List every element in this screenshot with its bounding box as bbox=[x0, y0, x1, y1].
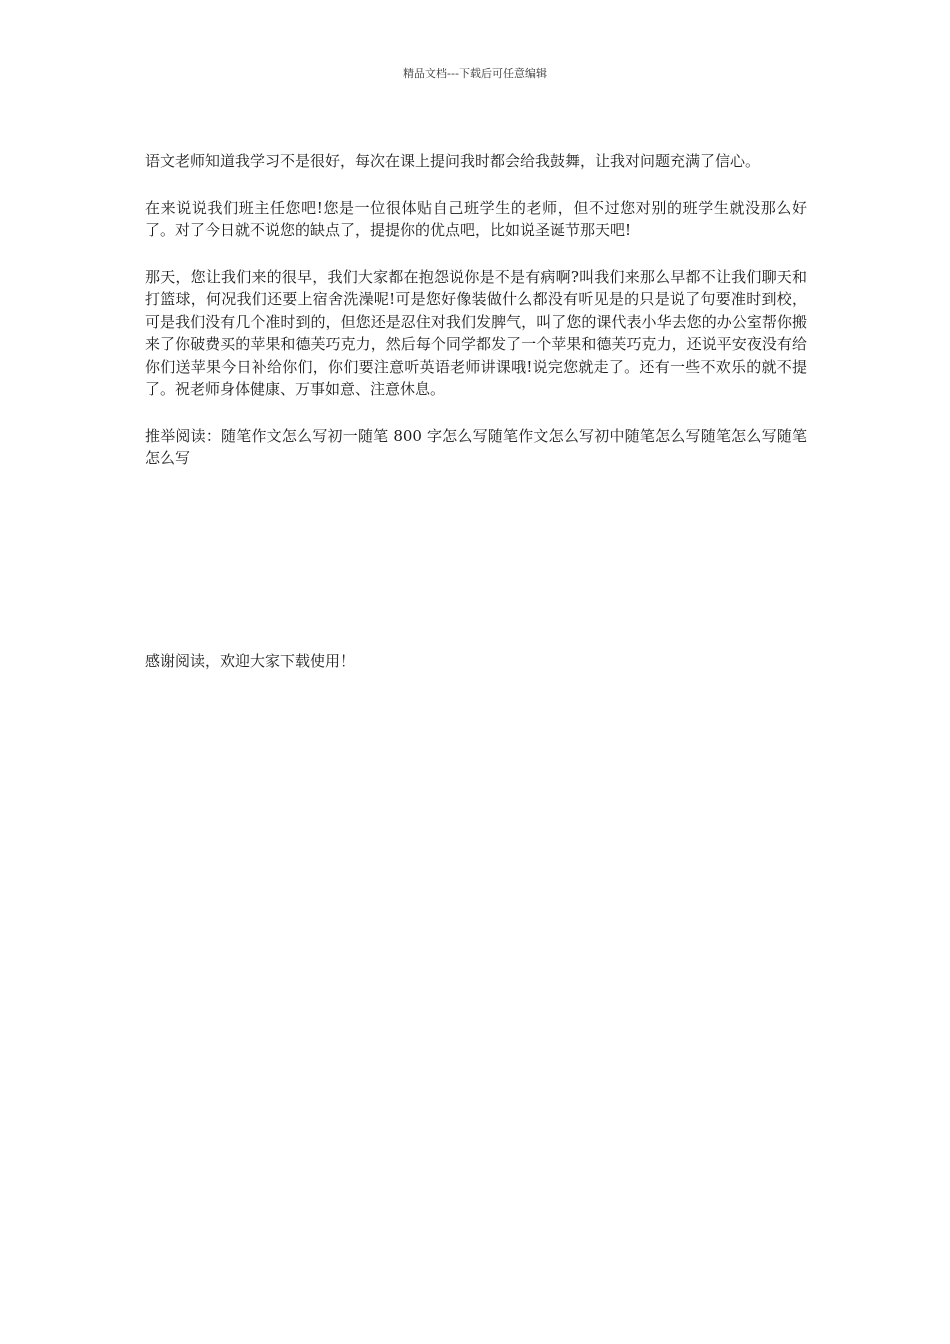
paragraph-recommended-reading: 推举阅读：随笔作文怎么写初一随笔 800 字怎么写随笔作文怎么写初中随笔怎么写随笔怎么写随笔怎么写 bbox=[145, 426, 807, 467]
paragraph-chinese-teacher: 语文老师知道我学习不是很好，每次在课上提问我时都会给我鼓舞，让我对问题充满了信心。 bbox=[145, 152, 761, 170]
paragraph-head-teacher: 在来说说我们班主任您吧!您是一位很体贴自己班学生的老师，但不过您对别的班学生就没那么好了。对了今日就不说您的缺点了，提提你的优点吧，比如说圣诞节那天吧! bbox=[145, 198, 807, 239]
thanks-note: 感谢阅读，欢迎大家下载使用！ bbox=[145, 652, 356, 670]
paragraph-christmas-story: 那天，您让我们来的很早，我们大家都在抱怨说你是不是有病啊?叫我们来那么早都不让我们聊天和打篮球，何况我们还要上宿舍洗澡呢!可是您好像装做什么都没有听见是的只是说了句要准时到校，可是我们没有几个准时到的，但您还是忍住对我们发脾气，叫了您的课代表小华去您的办公室帮你搬来了你破费买的苹果和德芙巧克力，然后每个同学都发了一个苹果和德芙巧克力，还说平安夜没有给你们送苹果今日补给你们，你们要注意听英语老师讲课哦!说完您就走了。还有一些不欢乐的就不提了。祝老师身体健康、万事如意、注意休息。 bbox=[145, 267, 807, 398]
document-body bbox=[145, 150, 807, 494]
page-header: 精品文档---下载后可任意编辑 bbox=[403, 67, 547, 80]
